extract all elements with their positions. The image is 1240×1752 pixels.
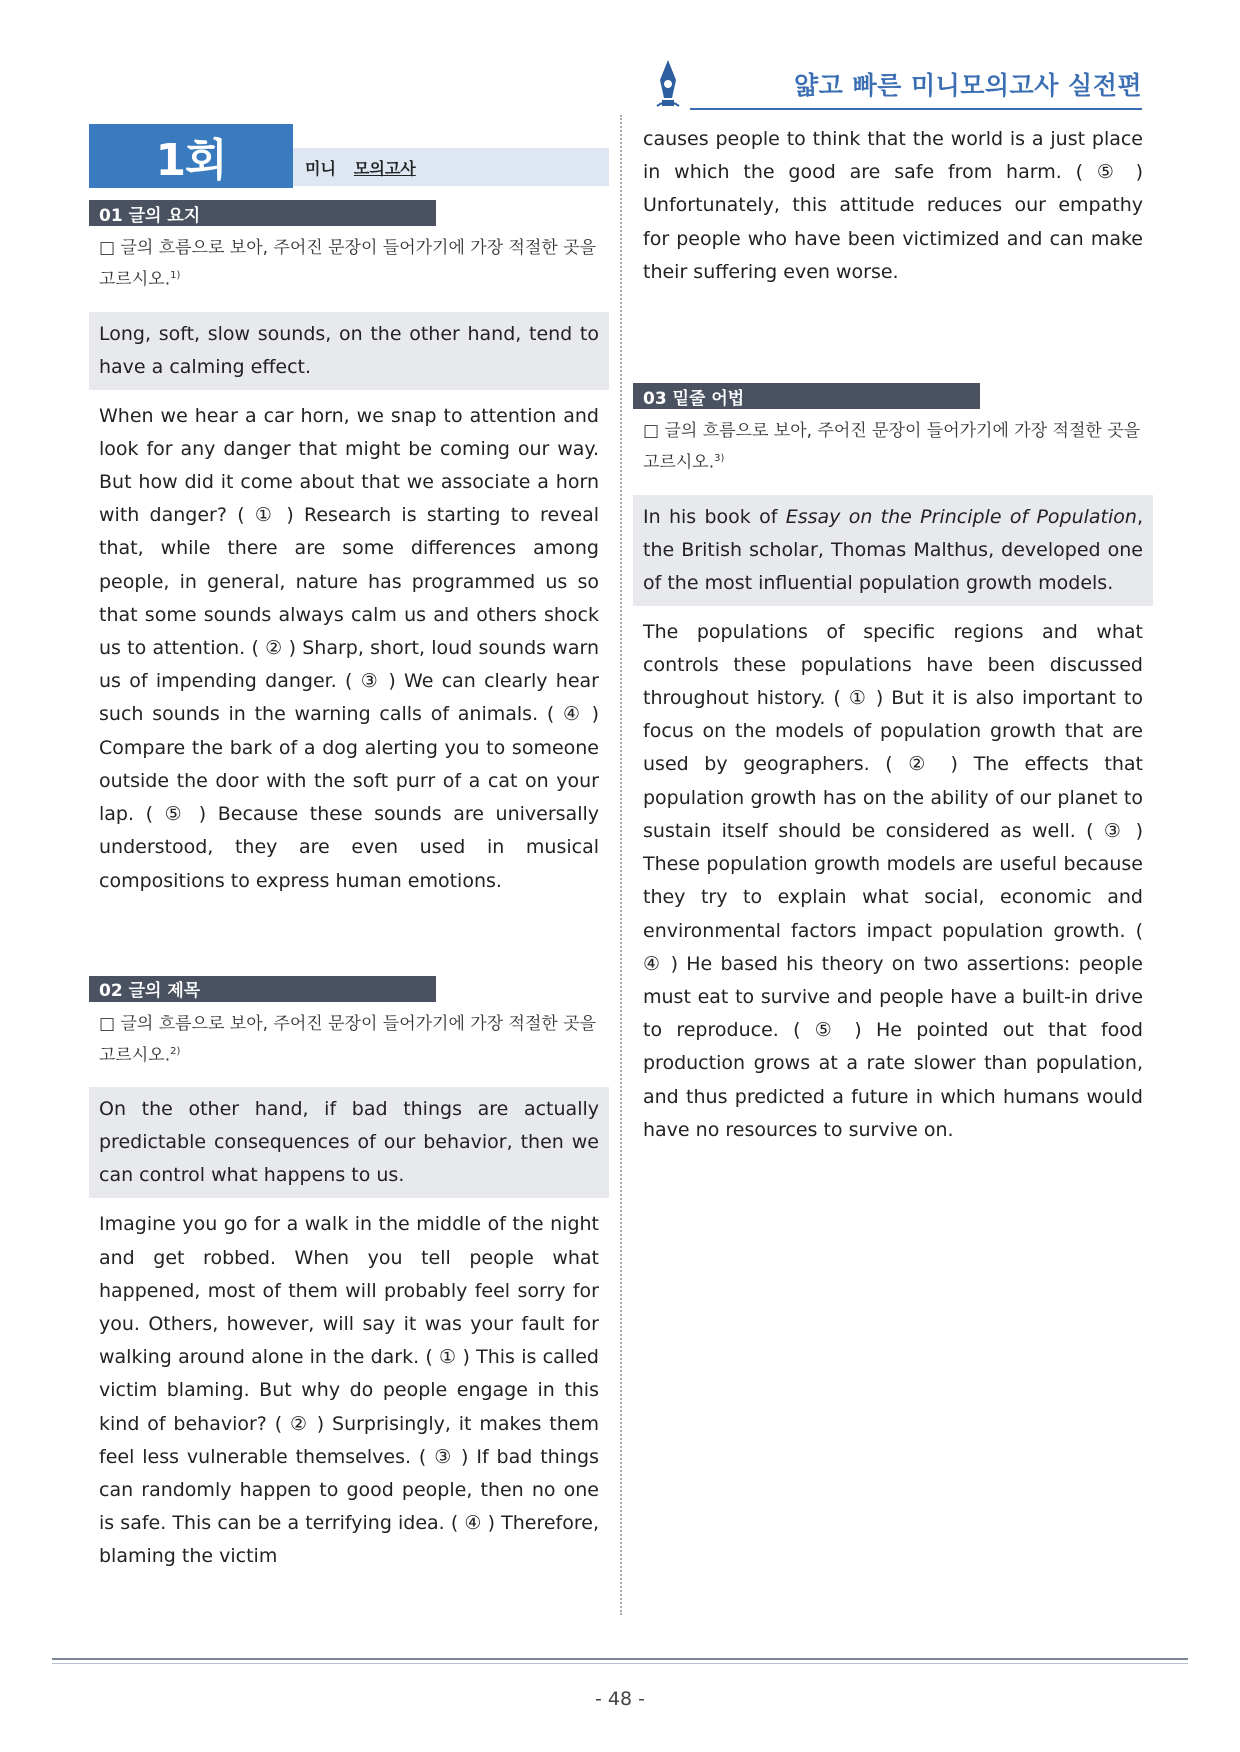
unit-label-a: 미니 xyxy=(305,158,336,178)
footnote-marker: 1) xyxy=(170,270,181,281)
footnote-marker: 3) xyxy=(714,453,725,465)
section-bar-02: 02 글의 제목 xyxy=(89,976,436,1002)
unit-number: 1회 xyxy=(89,124,293,188)
header-title: 얇고 빠른 미니모의고사 실전편 xyxy=(793,71,1142,100)
unit-label xyxy=(293,148,609,186)
column-divider xyxy=(620,115,622,1615)
section-instruction-02 xyxy=(89,1002,609,1070)
unit-header xyxy=(89,124,609,188)
instruction-text: □ 글의 흐름으로 보아, 주어진 문장이 들어가기에 가장 적절한 곳을 고르시오. xyxy=(643,421,1141,473)
pen-nib-logo-icon xyxy=(654,58,682,110)
book-title: Essay on the Principle of Population xyxy=(785,505,1137,528)
instruction-text: □ 글의 흐름으로 보아, 주어진 문장이 들어가기에 가장 적절한 곳을 고르시오. xyxy=(99,1013,597,1066)
right-column xyxy=(633,121,1153,1149)
given-sentence-03 xyxy=(633,495,1153,606)
section-instruction-03 xyxy=(633,409,1153,477)
section-bar-01: 01 글의 요지 xyxy=(89,200,436,226)
passage-02-continued: causes people to think that the world is a just place in which the good are safe from harm. ( ⑤ ) Unfortunately, this attitude reduces our empathy for people who have been victimized and can make their suffering even worse. xyxy=(643,128,1143,283)
passage-01: When we hear a car horn, we snap to attention and look for any danger that might be coming our way. But how did it come about that we associate a horn with danger? ( ① ) Research is starting to reveal that, while there are some differences among people, in general, nature has programmed us so that some sounds always calm us and others shock us to attention. ( ② ) Sharp, short, loud sounds warn us of impending danger. ( ③ ) We can clearly hear such sounds in the warning calls of animals. ( ④ ) Compare the bark of a dog alerting you to someone outside the door with the soft purr of a cat on your lap. ( ⑤ ) Because these sounds are universally understood, they are even used in musical compositions to express human emotions. xyxy=(99,404,599,892)
section-instruction-01 xyxy=(89,226,609,294)
footer-rule xyxy=(52,1658,1188,1660)
unit-label-b: 모의고사 xyxy=(353,158,416,178)
instruction-text: □ 글의 흐름으로 보아, 주어진 문장이 들어가기에 가장 적절한 곳을 고르시오. xyxy=(99,238,597,290)
given-text-a: In his book of xyxy=(643,505,786,528)
left-column xyxy=(89,124,609,1576)
given-sentence-01: Long, soft, slow sounds, on the other hand, tend to have a calming effect. xyxy=(89,312,609,390)
footnote-marker: 2) xyxy=(170,1045,181,1057)
given-text-b: , the British scholar, Thomas Malthus, developed one of the most influential population growth models. xyxy=(643,505,1143,594)
passage-03: The populations of specific regions and what controls these populations have been discussed throughout history. ( ① ) But it is also important to focus on the models of population growth that are used by geographers. ( ② ) The effects that population growth has on the ability of our planet to sustain itself should be considered as well. ( ③ ) These population growth models are useful because they try to explain what social, economic and environmental factors impact population growth. ( ④ ) He based his theory on two assertions: people must eat to survive and people have a built-in drive to reproduce. ( ⑤ ) He pointed out that food production grows at a rate slower than population, and thus predicted a future in which humans would have no resources to survive on. xyxy=(643,620,1143,1141)
page-number: - 48 - xyxy=(595,1688,645,1710)
section-bar-03: 03 밑줄 어법 xyxy=(633,383,980,409)
passage-02: Imagine you go for a walk in the middle of the night and get robbed. When you tell people what happened, most of them will probably feel sorry for you. Others, however, will say it was your fault for walking around alone in the dark. ( ① ) This is called victim blaming. But why do people engage in this kind of behavior? ( ② ) Surprisingly, it makes them feel less vulnerable themselves. ( ③ ) If bad things can randomly happen to good people, then no one is safe. This can be a terrifying idea. ( ④ ) Therefore, blaming the victim xyxy=(99,1213,599,1568)
header-rule xyxy=(690,108,1142,110)
given-sentence-02: On the other hand, if bad things are actually predictable consequences of our behavior, then we can control what happens to us. xyxy=(89,1087,609,1198)
footer-rule-thin xyxy=(52,1663,1188,1664)
